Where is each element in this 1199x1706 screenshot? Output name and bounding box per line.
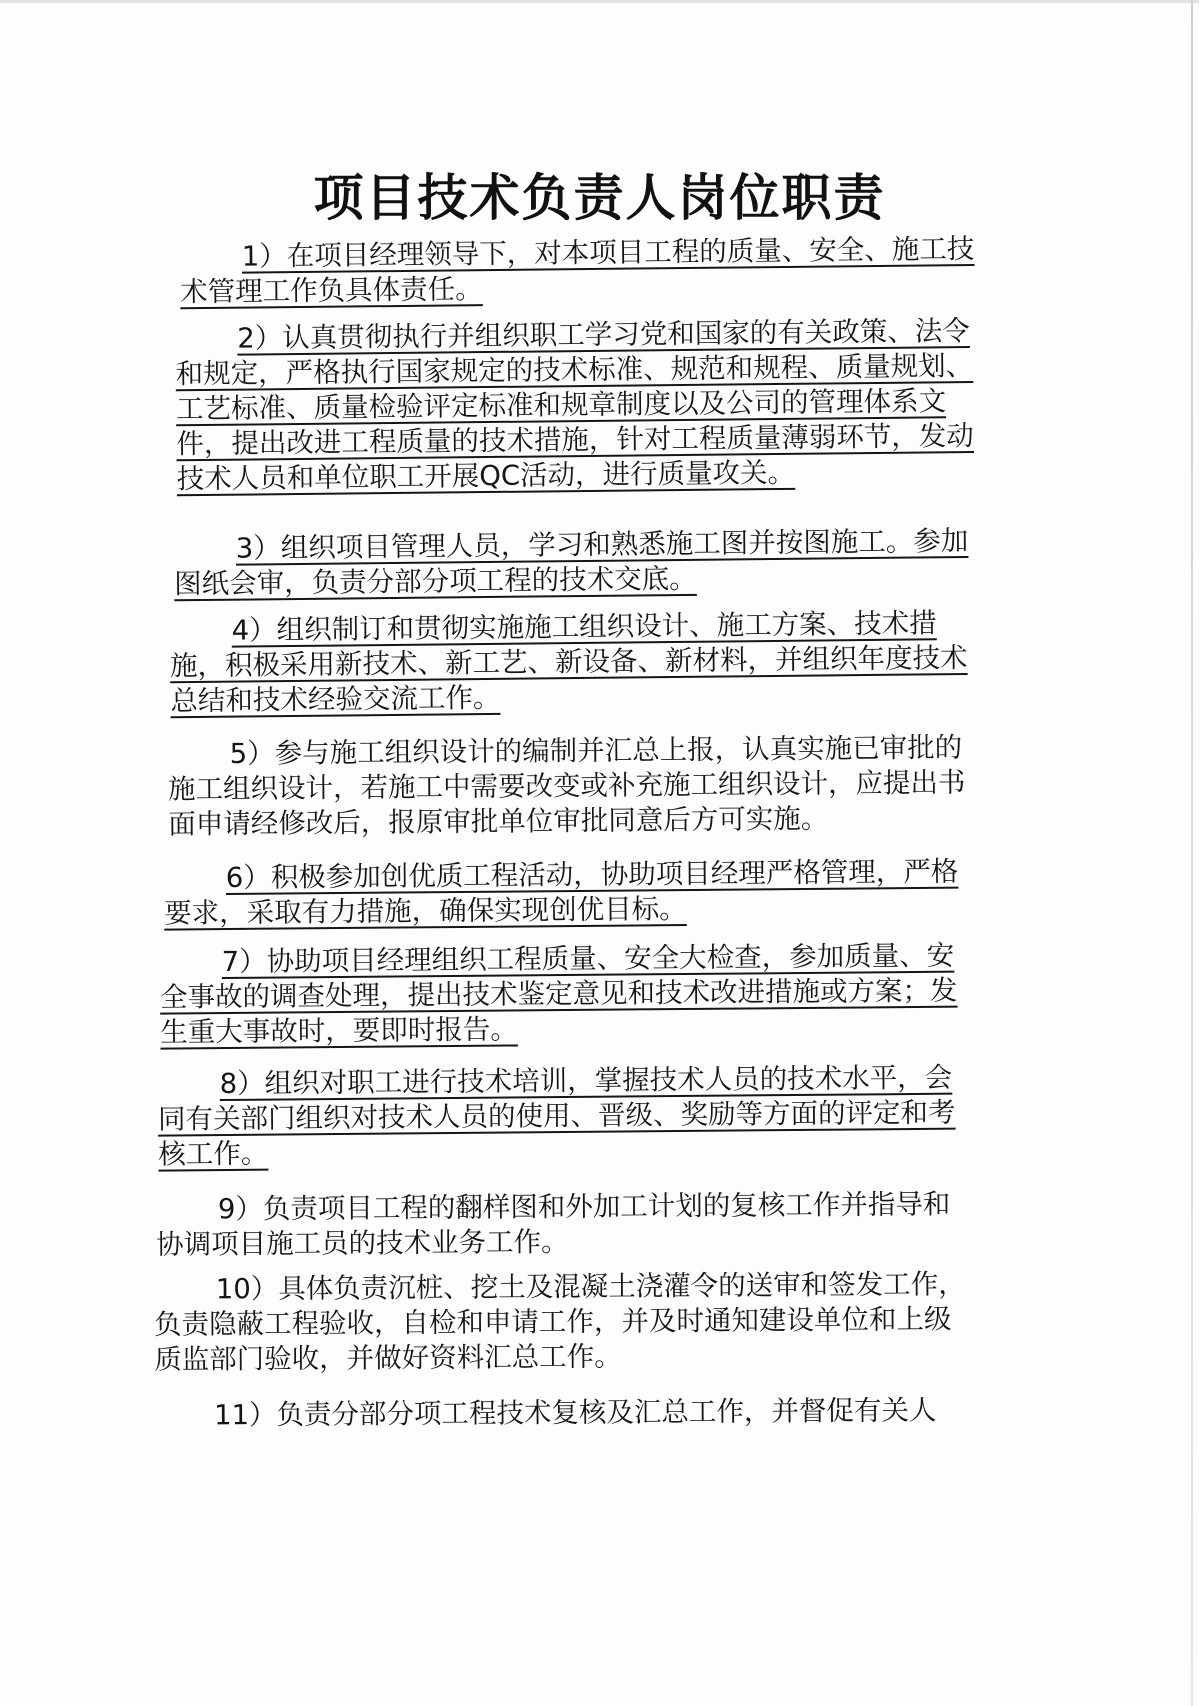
duty-item-1-text: 1）在项目经理领导下，对本项目工程的质量、安全、施工技术管理工作负具体责任。	[180, 232, 975, 309]
duty-item-2-text: 2）认真贯彻执行并组织职工学习党和国家的有关政策、法令和规定，严格执行国家规定的技术标准、规范和规程、质量规划、工艺标准、质量检验评定标准和规章制度以及公司的管理体系文件，提出改进工程质量的技术措施，针对工程质量薄弱环节，发动技术人员和单位职工开展QC活动，进行质量攻关。	[175, 314, 975, 496]
duty-item-4	[169, 606, 990, 720]
duty-item-9-text: 9）负责项目工程的翻样图和外加工计划的复核工作并指导和协调项目施工员的技术业务工作。	[156, 1188, 951, 1261]
duty-item-7-text: 7）协助项目经理组织工程质量、安全大检查，参加质量、安全事故的调查处理，提出技术鉴定意见和技术改进措施或方案；发生重大事故时，要即时报告。	[159, 939, 958, 1049]
duty-item-7	[160, 938, 981, 1050]
scan-edge-right	[1191, 0, 1193, 1706]
duty-item-9	[156, 1187, 976, 1263]
duty-item-5-text: 5）参与施工组织设计的编制并汇总上报，认真实施已审批的施工组织设计，若施工中需要改变或补充施工组织设计，应提出书面申请经修改后，报原审批单位审批同意后方可实施。	[167, 731, 966, 841]
duty-item-1	[180, 232, 1001, 311]
duty-item-5	[168, 730, 989, 842]
scan-edge-top	[0, 0, 1199, 3]
document-title: 项目技术负责人岗位职责	[313, 168, 886, 227]
duty-item-11-text: 11）负责分部分项工程技术复核及汇总工作，并督促有关人	[213, 1394, 937, 1432]
duty-item-10-text: 10）具体负责沉桩、挖土及混凝土浇灌令的送审和签发工作，负责隐蔽工程验收，自检和申请工作，并及时通知建设单位和上级质监部门验收，并做好资料汇总工作。	[153, 1268, 966, 1376]
duty-item-6	[164, 854, 985, 931]
duty-item-4-text: 4）组织制订和贯彻实施施工组织设计、施工方案、技术措施，积极采用新技术、新工艺、新设备、新材料，并组织年度技术总结和技术经验交流工作。	[169, 607, 968, 718]
duty-item-8-text: 8）组织对职工进行技术培训，掌握技术人员的技术水平，会同有关部门组织对技术人员的使用、晋级、奖励等方面的评定和考核工作。	[157, 1061, 956, 1171]
duty-item-10	[154, 1267, 975, 1378]
duty-item-3	[174, 524, 995, 603]
duty-item-8	[158, 1060, 979, 1172]
duty-item-2	[175, 314, 997, 498]
duty-item-3-text: 3）组织项目管理人员，学习和熟悉施工图并按图施工。参加图纸会审，负责分部分项工程的技术交底。	[174, 524, 969, 601]
duty-item-11	[152, 1393, 972, 1434]
duty-item-6-text: 6）积极参加创优质工程活动，协助项目经理严格管理，严格要求，采取有力措施，确保实现创优目标。	[164, 855, 959, 930]
